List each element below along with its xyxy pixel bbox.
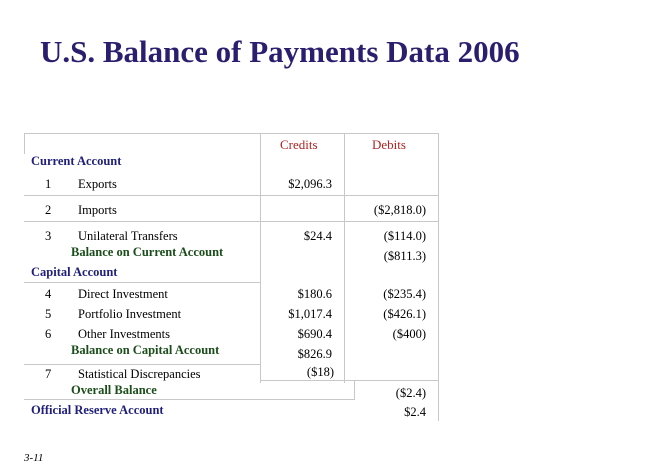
- row-number: 1: [45, 177, 52, 191]
- table-border-left: [24, 133, 25, 154]
- balance-current-account-value: ($811.3): [383, 249, 426, 263]
- row-label: Portfolio Investment: [78, 307, 182, 321]
- column-divider-debits: [344, 133, 345, 383]
- debit-value: ($114.0): [383, 229, 426, 243]
- row-number: 6: [45, 327, 52, 341]
- row-label: Other Investments: [78, 327, 170, 341]
- credit-value: $690.4: [297, 327, 332, 341]
- row-number: 3: [45, 229, 52, 243]
- slide-number: 3-11: [24, 452, 44, 464]
- balance-current-account-label: Balance on Current Account: [71, 245, 224, 259]
- row-number: 4: [45, 287, 52, 301]
- credit-value: ($18): [306, 365, 334, 379]
- credit-value: $2,096.3: [288, 177, 332, 191]
- row-divider: [24, 282, 260, 283]
- row-label: Exports: [78, 177, 117, 191]
- row-divider: [24, 364, 260, 365]
- credit-value: $24.4: [303, 229, 332, 243]
- debit-value: ($426.1): [383, 307, 426, 321]
- row-label: Direct Investment: [78, 287, 168, 301]
- column-divider-credits: [260, 133, 261, 383]
- credit-value: $1,017.4: [288, 307, 332, 321]
- current-account-heading: Current Account: [31, 154, 122, 168]
- official-reserve-heading: Official Reserve Account: [31, 403, 164, 417]
- row-number: 7: [45, 367, 52, 381]
- row-number: 2: [45, 203, 52, 217]
- page-title: U.S. Balance of Payments Data 2006: [40, 34, 520, 69]
- debits-header: Debits: [372, 137, 406, 152]
- table-border-right: [438, 133, 439, 421]
- debit-value: ($2,818.0): [373, 203, 426, 217]
- official-reserve-value: $2.4: [404, 405, 426, 419]
- table-border-top: [24, 133, 439, 134]
- row-divider: [24, 195, 439, 196]
- balance-capital-account-label: Balance on Capital Account: [71, 343, 220, 357]
- credit-value: $180.6: [297, 287, 332, 301]
- row-divider: [260, 380, 438, 381]
- row-divider: [24, 399, 354, 400]
- row-label: Imports: [78, 203, 117, 217]
- row-divider: [24, 221, 439, 222]
- debit-value: ($400): [392, 327, 426, 341]
- row-number: 5: [45, 307, 52, 321]
- credits-header: Credits: [280, 137, 318, 152]
- row-label: Statistical Discrepancies: [78, 367, 201, 381]
- overall-balance-label: Overall Balance: [71, 383, 157, 397]
- balance-capital-account-value: $826.9: [297, 347, 332, 361]
- overall-balance-value: ($2.4): [395, 386, 426, 400]
- debit-value: ($235.4): [383, 287, 426, 301]
- row-label: Unilateral Transfers: [78, 229, 178, 243]
- capital-account-heading: Capital Account: [31, 265, 118, 279]
